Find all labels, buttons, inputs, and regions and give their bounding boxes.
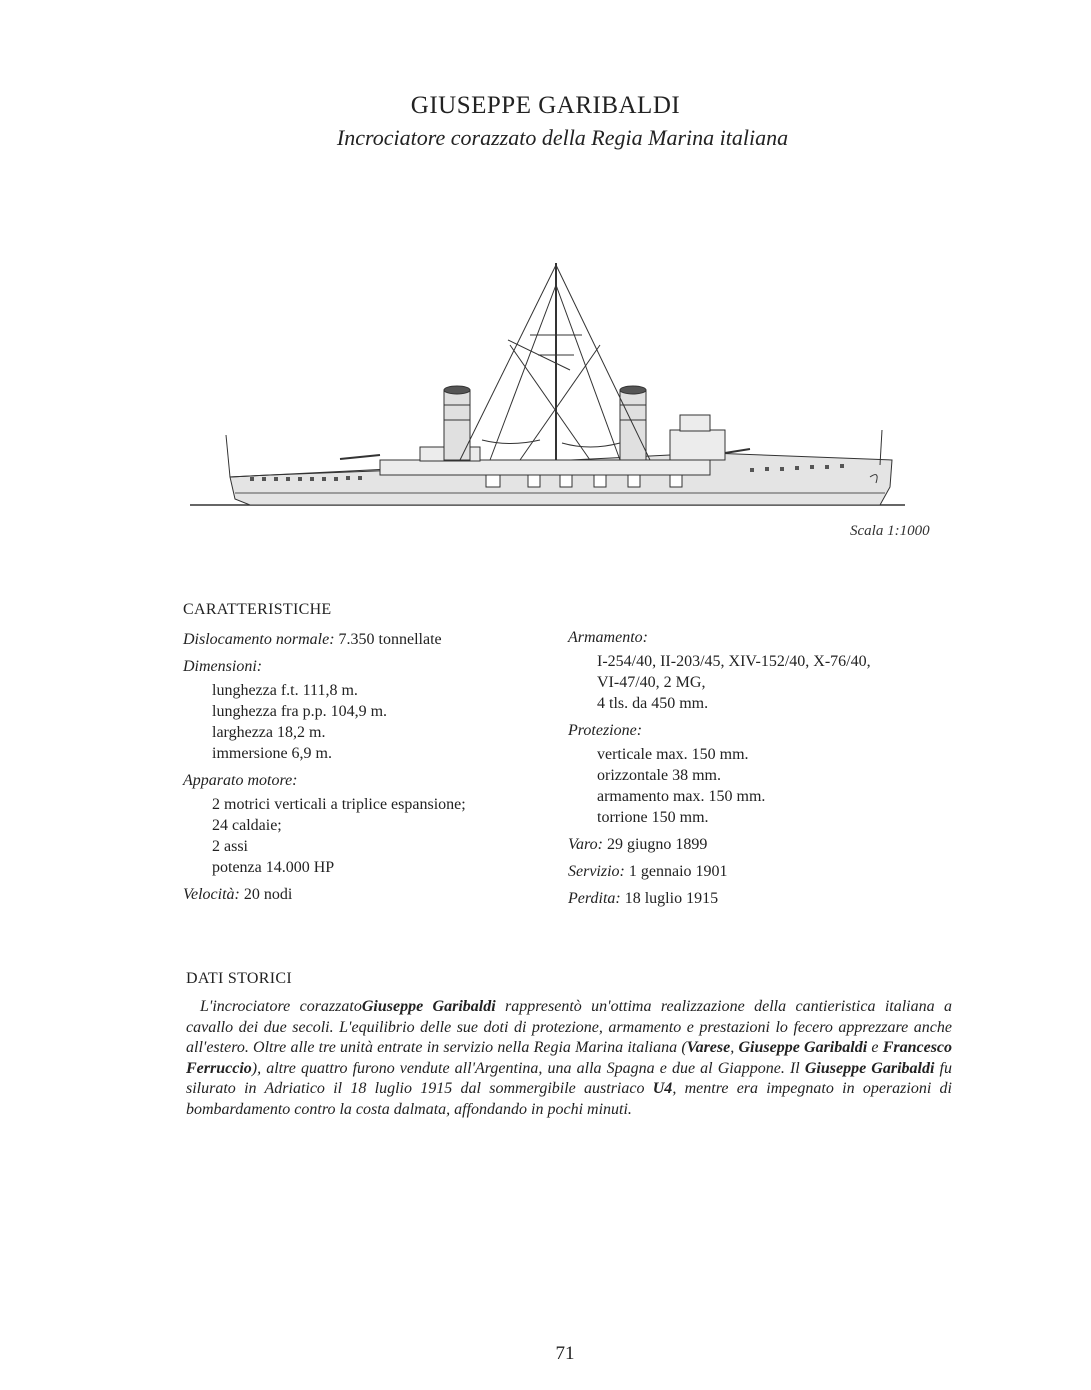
history-text: e — [867, 1039, 883, 1057]
specs-left-column — [183, 629, 563, 905]
spec-velocita — [183, 884, 563, 905]
spec-apparato-label: Apparato motore: — [183, 772, 298, 789]
ship-name-emphasis: Varese — [686, 1039, 731, 1057]
history-heading: DATI STORICI — [186, 970, 292, 987]
spec-item: armamento max. 150 mm. — [597, 788, 766, 805]
spec-value: 7.350 tonnellate — [334, 631, 442, 648]
history-text: rappresentò un'ottima realizzazione della cantieristica italiana a cavallo dei due secoli. L'equilibrio delle sue doti di protezione, armamento e prestazioni lo fecero apprezzare anche all'estero. Oltre alle tre unità entrate in servizio nella Regia Marina italiana ( — [186, 998, 953, 1057]
history-text: ), altre quattro furono vendute all'Argentina, una alla Spagna e due al Giappone. Il — [251, 1059, 805, 1077]
spec-item: 4 tls. da 450 mm. — [597, 695, 709, 712]
spec-dimensioni-label: Dimensioni: — [183, 658, 263, 675]
page-title: GIUSEPPE GARIBALDI — [410, 92, 681, 119]
spec-value: 29 giugno 1899 — [602, 836, 708, 853]
spec-perdita — [568, 888, 958, 909]
spec-dimensioni-list — [183, 680, 563, 764]
spec-armamento-label: Armamento: — [568, 629, 648, 646]
history-text: , — [730, 1039, 739, 1057]
submarine-name-emphasis: U4 — [652, 1080, 673, 1098]
drawing-scale: Scala 1:1000 — [850, 523, 930, 539]
spec-item: verticale max. 150 mm. — [597, 746, 749, 763]
spec-label: Perdita: — [568, 890, 621, 907]
spec-item: I-254/40, II-203/45, XIV-152/40, X-76/40, — [597, 653, 871, 670]
spec-item: lunghezza f.t. 111,8 m. — [212, 682, 358, 699]
spec-item: 24 caldaie; — [212, 817, 282, 834]
page-subtitle: Incrociatore corazzato della Regia Marina italiana — [336, 125, 789, 150]
ship-name-emphasis: Giuseppe Garibaldi — [738, 1039, 868, 1057]
spec-item: torrione 150 mm. — [597, 809, 709, 826]
spec-item: 2 motrici verticali a triplice espansione; — [212, 796, 466, 813]
spec-apparato-list — [183, 794, 563, 878]
spec-item: 2 assi — [212, 838, 248, 855]
spec-label: Dislocamento normale: — [183, 631, 335, 648]
spec-armamento-list — [568, 651, 958, 714]
spec-label: Varo: — [568, 836, 603, 853]
spec-item: immersione 6,9 m. — [212, 745, 332, 762]
spec-item: larghezza 18,2 m. — [212, 724, 326, 741]
spec-protezione-label: Protezione: — [568, 722, 643, 739]
spec-servizio — [568, 861, 958, 882]
spec-protezione-list — [568, 744, 958, 828]
spec-varo — [568, 834, 958, 855]
history-text: , mentre era impegnato in operazioni di bombardamento contro la costa dalmata, affondando in pochi minuti. — [186, 1080, 952, 1118]
ship-name-emphasis: Giuseppe Garibaldi — [804, 1059, 935, 1077]
spec-label: Servizio: — [568, 863, 625, 880]
specs-right-column — [568, 627, 958, 909]
specs-heading: CARATTERISTICHE — [183, 601, 332, 618]
page-number: 71 — [555, 1343, 575, 1364]
spec-value: 1 gennaio 1901 — [624, 863, 728, 880]
spec-value: 18 luglio 1915 — [620, 890, 719, 907]
spec-item: potenza 14.000 HP — [212, 859, 335, 876]
ship-name-emphasis: Giuseppe Garibaldi — [361, 998, 496, 1015]
ship-name-emphasis: Francesco Ferruccio — [186, 1039, 953, 1077]
history-paragraph — [186, 997, 952, 1121]
spec-value: 20 nodi — [239, 886, 293, 903]
ship-profile-drawing — [190, 255, 910, 515]
spec-item: orizzontale 38 mm. — [597, 767, 721, 784]
spec-dislocamento — [183, 629, 563, 650]
history-text: fu silurato in Adriatico il 18 luglio 1915 dal sommergibile austriaco — [186, 1059, 952, 1098]
spec-label: Velocità: — [183, 886, 240, 903]
history-text: L'incrociatore corazzato — [200, 998, 362, 1015]
spec-item: VI-47/40, 2 MG, — [597, 674, 706, 691]
spec-item: lunghezza fra p.p. 104,9 m. — [212, 703, 388, 720]
